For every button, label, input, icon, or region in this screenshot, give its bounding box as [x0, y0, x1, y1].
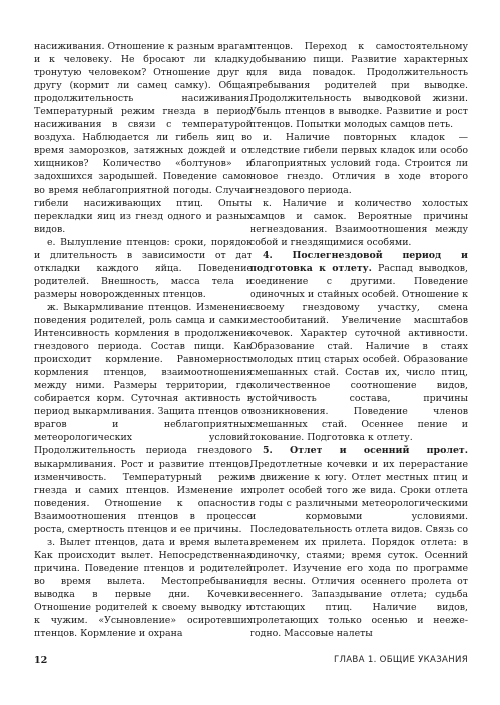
paragraph: з. Вылет птенцов, дата и время вылета. Как происходит вылет. Непосредственная причина. Поведение птенцов и родителей во время вылета. Местопребывание выводка в первые дни. Кочевки. Отношение родителей к своему выводку и к чужим. «Усыновление» осиротевших птенцов. Кормление и охрана: [34, 536, 252, 640]
left-column: [34, 40, 252, 640]
paragraph: насиживания. Отношение к разным врагам и к человеку. Не бросают ли кладку, тронутую человеком? Отношение друг к другу (кормит ли самец самку). Общая продолжительность насиживания. Температурный режим гнезда в период насиживания в связи с температурой воздуха. Наблюдается ли гибель яиц во время заморозков, затяжных дождей и от хищников? Количество «болтунов» и задохшихся зародышей. Поведение самок во время неблагоприятной погоды. Случаи гибели насиживающих птиц. Опыты перекладки яиц из гнезд одного и разных видов.: [34, 41, 252, 235]
right-column: [250, 40, 468, 640]
paragraph: птенцов. Переход к самостоятельному добыванию пищи. Развитие характерных для вида повадок. Продолжительность пребывания родителей при выводке. Продолжительность выводковой жизни. Убыль птенцов в выводке. Развитие и рост птенцов. Попытки молодых самцов петь.: [250, 41, 468, 131]
section-paragraph: [250, 249, 468, 445]
page-number: 12: [34, 655, 48, 666]
section-heading: 5. Отлет и осенний пролет.: [263, 445, 468, 457]
section-text: Распад выводков, соединение с другими. Поведение одиночных и стайных особей. Отношение к своему гнездовому участку, смена местообитаний. Увеличение масштабов кочевок. Характер суточной активности. Образование стай. Наличие в стаях молодых птиц старых особей. Образование смешанных стай. Состав их, число птиц, количественное соотношение видов, устойчивость состава, причины возникновения. Поведение членов смешанных стай. Осеннее пение и токование. Подготовка к отлету.: [250, 262, 468, 444]
paragraph: и. Наличие повторных кладок — следствие гибели первых кладок или особо благоприятных условий года. Строится ли новое гнездо. Отличия в ходе второго гнездового периода.: [250, 132, 468, 196]
section-text: Предотлетные кочевки и их перерастание в движение к югу. Отлет местных птиц и пролет особей того же вида. Сроки отлета в годы с различными метеорологическими и кормовыми условиями. Последовательность отлета видов. Связь со временем их прилета. Порядок отлета: в одиночку, стаями; время суток. Осенний пролет. Изучение его хода по программе для весны. Отличия осеннего пролета от весеннего. Запаздывание отлета; судьба отстающих птиц. Наличие видов, пролетающих только осенью и неежегодно. Массовые налеты: [250, 458, 468, 640]
running-footer-chapter: ГЛАВА 1. ОБЩИЕ УКАЗАНИЯ: [333, 655, 468, 665]
paragraph: е. Вылупление птенцов: сроки, порядок и длительность в зависимости от дат откладки каждого яйца. Поведение родителей. Внешность, масса тела и размеры новорожденных птенцов.: [34, 236, 252, 300]
page-footer: [34, 655, 468, 669]
section-heading: 4. Послегнездовой период и подготовка к отлету.: [250, 249, 468, 274]
section-paragraph: [250, 444, 468, 640]
paragraph: ж. Выкармливание птенцов. Изменение поведения родителей, роль самца и самки. Интенсивность кормления в продолжение гнездового периода. Состав пищи. Как происходит кормление. Равномерность кормления птенцов, взаимоотношения между ними. Размеры территории, где собирается корм. Суточная активность в период выкармливания. Защита птенцов от врагов и неблагоприятных метеорологических условий. Продолжительность периода гнездового выкармливания. Рост и развитие птенцов, изменчивость. Температурный режим гнезда и самих птенцов. Изменение их поведения. Отношение к опасности. Взаимоотношения птенцов в процессе роста, смертность птенцов и ее причины.: [34, 301, 252, 535]
paragraph: к. Наличие и количество холостых самцов и самок. Вероятные причины негнездования. Взаимоотношения между собой и гнездящимися особями.: [250, 197, 468, 248]
